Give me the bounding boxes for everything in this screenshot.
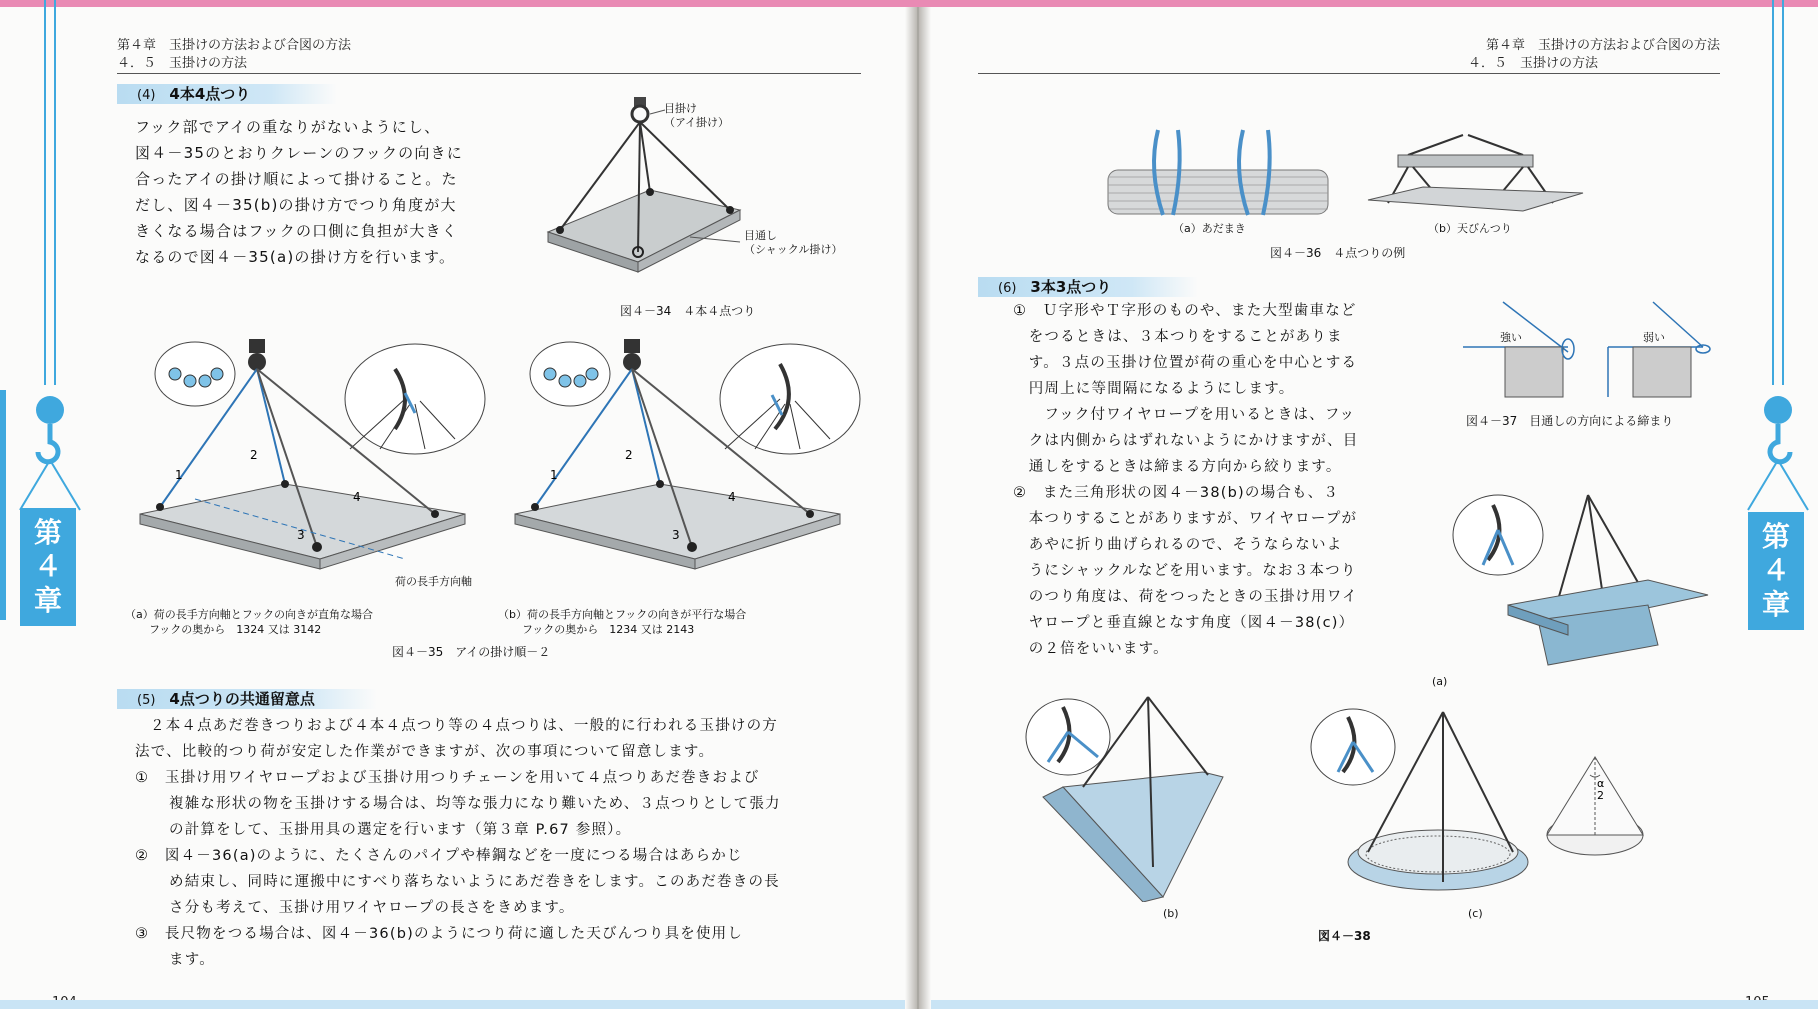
text-line: す。３点の玉掛け位置が荷の重心を中心とする xyxy=(1013,355,1358,371)
book-gutter xyxy=(905,7,931,1009)
svg-text:4: 4 xyxy=(728,490,736,504)
text-line: フック付ワイヤロープを用いるときは、フッ xyxy=(1013,407,1356,423)
crane-hook-icon xyxy=(1728,0,1818,520)
svg-text:3: 3 xyxy=(672,528,680,542)
section4-body xyxy=(135,114,463,270)
fig38-c-label: (c) xyxy=(1468,907,1483,920)
caption-line: （b）荷の長手方向軸とフックの向きが平行な場合 xyxy=(498,608,747,621)
chapter-badge-text: ４ xyxy=(1761,554,1790,587)
figure-4-35a-illustration xyxy=(135,329,495,589)
text-line: をつるときは、３本つりをすることがありま xyxy=(1013,329,1343,345)
figure-caption-4-36: 図４－36 ４点つりの例 xyxy=(1270,246,1406,260)
caption-line: （a）荷の長手方向軸とフックの向きが直角な場合 xyxy=(125,608,373,621)
figure-4-36-illustration xyxy=(1103,125,1603,225)
header-section: ４．５ 玉掛けの方法 xyxy=(117,56,248,71)
label-text: （アイ掛け） xyxy=(664,116,730,129)
text-line: ２本４点あだ巻きつりおよび４本４点つり等の４点つりは、一般的に行われる玉掛けの方 xyxy=(150,718,778,734)
chapter-tab-right xyxy=(1728,0,1818,1009)
figure-4-38b-illustration xyxy=(1023,687,1233,902)
svg-text:2: 2 xyxy=(250,448,258,462)
text-line: 法で、比較的つり荷が安定した作業ができますが、次の事項について留意します。 xyxy=(135,744,715,760)
bottom-bar-right xyxy=(931,1000,1818,1009)
left-page xyxy=(0,7,918,1009)
fig34-label-shackle xyxy=(744,229,842,257)
label-text: 目掛け xyxy=(664,102,697,115)
figure-4-38c-illustration xyxy=(1308,702,1548,912)
section-number: (5) xyxy=(137,693,156,708)
text-line: 図４－35のとおりクレーンのフックの向きに xyxy=(135,144,463,162)
text-line: ヤロープと垂直線となす角度（図４－38(c)） xyxy=(1013,615,1355,631)
section-title: 4点つりの共通留意点 xyxy=(169,690,315,708)
list-item-line: ます。 xyxy=(169,952,215,968)
svg-text:4: 4 xyxy=(353,490,361,504)
text-line: ① Ｕ字形やＴ字形のものや、また大型歯車など xyxy=(1013,303,1357,319)
label-text: （シャックル掛け） xyxy=(744,243,843,256)
figure-4-38-cone-illustration xyxy=(1540,747,1650,867)
top-color-bar xyxy=(0,0,1818,7)
chapter-badge-text: 第 xyxy=(1761,520,1790,553)
text-line: だし、図４－35(b)の掛け方でつり角度が大 xyxy=(135,196,457,214)
text-line: 本つりすることがありますが、ワイヤロープが xyxy=(1013,511,1358,527)
list-item-line: さ分も考えて、玉掛け用ワイヤロープの長さをきめます。 xyxy=(169,900,575,916)
axis-label: 荷の長手方向軸 xyxy=(395,575,472,588)
figure-4-35b-illustration xyxy=(510,329,870,589)
section-title: 3本3点つり xyxy=(1030,278,1112,296)
header-chapter: 第４章 玉掛けの方法および合図の方法 xyxy=(117,38,352,53)
alpha-label: α xyxy=(1597,777,1605,790)
label-text: 目通し xyxy=(744,229,777,242)
svg-text:3: 3 xyxy=(297,528,305,542)
running-header-left xyxy=(117,37,351,73)
section-number: (6) xyxy=(998,281,1017,296)
figure-4-38a-illustration xyxy=(1448,485,1718,675)
figure-4-37-illustration xyxy=(1463,297,1713,407)
fig37-weak-label: 弱い xyxy=(1643,331,1665,344)
figure-caption-4-38: 図４－38 xyxy=(1318,929,1371,943)
text-line: 合ったアイの掛け順によって掛けること。た xyxy=(135,170,458,188)
list-item-line: ③ 長尺物をつる場合は、図４－36(b)のようにつり荷に適した天びんつり具を使用し xyxy=(135,926,744,942)
header-section: ４．５ 玉掛けの方法 xyxy=(1468,56,1599,71)
figure-caption-4-37: 図４－37 目通しの方向による締まり xyxy=(1466,414,1674,428)
section6-body xyxy=(1013,298,1358,662)
text-line: のつり角度は、荷をつったときの玉掛け用ワイ xyxy=(1013,589,1358,605)
section5-body xyxy=(135,713,781,973)
right-page xyxy=(918,7,1818,1009)
chapter-badge-text: 章 xyxy=(1761,588,1790,621)
crane-hook-icon xyxy=(0,0,100,560)
chapter-badge-text: 章 xyxy=(33,584,62,617)
svg-text:1: 1 xyxy=(175,468,183,482)
svg-text:1: 1 xyxy=(550,468,558,482)
caption-line: フックの奥から 1324 又は 3142 xyxy=(149,623,322,636)
text-line: なるので図４－35(a)の掛け方を行います。 xyxy=(135,248,456,266)
two-label: 2 xyxy=(1597,789,1604,802)
fig38-b-label: (b) xyxy=(1163,907,1179,920)
list-item-line: ② 図４－36(a)のように、たくさんのパイプや棒鋼などを一度につる場合はあらかじ xyxy=(135,848,743,864)
list-item-line: 複雑な形状の物を玉掛けする場合は、均等な張力になり難いため、３点つりとして張力 xyxy=(169,796,781,812)
bottom-bar-left xyxy=(0,1000,905,1009)
header-chapter: 第４章 玉掛けの方法および合図の方法 xyxy=(1485,38,1720,53)
tab-edge xyxy=(0,390,6,620)
fig37-strong-label: 強い xyxy=(1500,331,1522,344)
text-line: クは内側からはずれないようにかけますが、目 xyxy=(1013,433,1359,449)
chapter-tab-left xyxy=(0,0,100,1009)
fig36-b-label: （b）天びんつり xyxy=(1428,222,1512,235)
section-number: (4) xyxy=(137,88,156,103)
text-line: ② また三角形状の図４－38(b)の場合も、３ xyxy=(1013,485,1340,501)
header-rule xyxy=(978,73,1720,74)
section-title: 4本4点つり xyxy=(169,85,251,103)
chapter-badge-text: 第 xyxy=(33,516,62,549)
figure-caption-4-35: 図４－35 アイの掛け順－２ xyxy=(392,645,551,659)
text-line: うにシャックルなどを用います。なお３本つり xyxy=(1013,563,1357,579)
header-rule xyxy=(117,73,861,74)
fig35a-caption xyxy=(125,607,373,637)
text-line: 円周上に等間隔になるようにします。 xyxy=(1013,381,1295,397)
list-item-line: の計算をして、玉掛用具の選定を行います（第３章 P.67 参照）。 xyxy=(169,822,632,838)
text-line: の２倍をいいます。 xyxy=(1013,641,1169,657)
section-heading-5 xyxy=(117,689,377,709)
section-heading-6 xyxy=(978,277,1198,297)
fig38-a-label: (a) xyxy=(1432,675,1448,688)
svg-text:2: 2 xyxy=(625,448,633,462)
text-line: フック部でアイの重なりがないようにし、 xyxy=(135,118,441,136)
chapter-badge-left xyxy=(20,508,76,626)
chapter-badge-right xyxy=(1748,512,1804,630)
fig35b-caption xyxy=(498,607,746,637)
list-item-line: め結束し、同時に運搬中にすべり落ちないようにあだ巻きをします。このあだ巻きの長 xyxy=(169,874,780,890)
figure-caption-4-34: 図４－34 ４本４点つり xyxy=(620,304,756,318)
running-header-right xyxy=(1458,37,1720,73)
fig36-a-label: （a）あだまき xyxy=(1173,222,1246,235)
text-line: 通しをするときは締まる方向から絞ります。 xyxy=(1013,459,1342,475)
list-item-line: ① 玉掛け用ワイヤロープおよび玉掛け用つりチェーンを用いて４点つりあだ巻きおよび xyxy=(135,770,760,786)
chapter-badge-text: ４ xyxy=(33,550,62,583)
fig34-label-eye xyxy=(664,102,729,130)
text-line: きくなる場合はフックの口側に負担が大きく xyxy=(135,222,458,240)
caption-line: フックの奥から 1234 又は 2143 xyxy=(522,623,695,636)
text-line: あやに折り曲げられるので、そうならないよ xyxy=(1013,537,1343,553)
section-heading-4 xyxy=(117,84,337,104)
